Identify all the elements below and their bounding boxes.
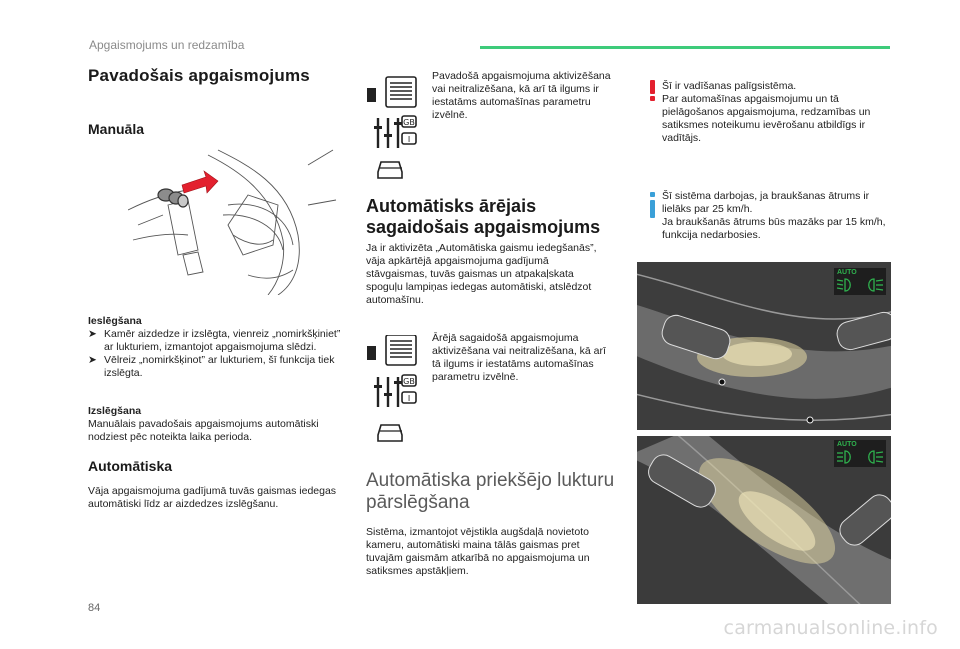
subtitle-manual: Manuāla — [88, 121, 145, 137]
illustration-high-beam — [637, 436, 891, 604]
svg-text:I: I — [407, 394, 411, 403]
exterior-lighting-text: Ja ir aktivizēta „Automātiska gaismu iedegšanās”, vāja apkārtējā apgaismojuma gadījumā stāvgaismas, tuvās gaismas un atpakaļskata spoguļu lampiņas iedegas automātiski, atslēdzot automašīnu. — [366, 242, 597, 306]
switch-on-block — [88, 315, 343, 380]
title-auto-high-beam: Automātiska priekšējo lukturu pārslēgšana — [366, 470, 615, 513]
touchscreen-icon — [367, 77, 416, 107]
illustration-oncoming-traffic — [637, 262, 891, 430]
steering-stalk-illustration — [128, 145, 338, 295]
high-beam-text: Sistēma, izmantojot vējstikla augšdaļā novietoto kameru, automātiski maina tālās gaismas pret tuvajām gaismām atkarībā no apgaismojuma un satiksmes apstākļiem. — [366, 526, 590, 577]
car-icon — [834, 310, 891, 353]
headlamp-icon — [836, 449, 884, 465]
auto-beam-indicator: AUTO — [834, 268, 886, 295]
intro-settings-text: Pavadošā apgaismojuma aktivizēšana vai neitralizēšana, kā arī tā ilgums ir iestatāms automašīnas parametru izvēlnē. — [432, 70, 611, 121]
svg-text:GB: GB — [403, 118, 415, 127]
settings-sliders-icon — [374, 375, 416, 407]
section-header: Apgaismojums un redzamība — [89, 38, 245, 52]
watermark: carmanualsonline.info — [723, 617, 938, 639]
switch-off-text: Manuālais pavadošais apgaismojums automātiski nodziest pēc noteikta laika perioda. — [88, 418, 319, 443]
settings-menu-icons-1 — [366, 72, 420, 182]
list-item: ➤︎ Vēlreiz „nomirkšķinot” ar lukturiem, šī funkcija tiek izslēgta. — [88, 354, 335, 379]
automatic-text: Vāja apgaismojuma gadījumā tuvās gaismas iedegas automātiski līdz ar aizdedzes izslēgšanu. — [88, 485, 337, 510]
svg-text:I: I — [407, 135, 411, 144]
warning-exclamation-icon — [645, 80, 661, 102]
touchscreen-icon — [367, 335, 416, 365]
settings-sliders-icon — [374, 116, 416, 148]
subtitle-automatic: Automātiska — [88, 458, 173, 474]
svg-text:GB: GB — [403, 377, 415, 386]
switch-on-heading: Ieslēgšana — [88, 315, 142, 327]
info-icon — [645, 192, 661, 218]
car-icon — [378, 425, 402, 441]
settings-menu-icons-2 — [366, 335, 420, 445]
exterior-settings-text: Ārējā sagaidošā apgaismojuma aktivizēšana vai neitralizēšana, kā arī tā ilgums ir iestatāms automašīnas parametru izvēlnē. — [432, 332, 606, 383]
title-follow-me-lighting: Pavadošais apgaismojums — [88, 66, 310, 85]
speed-info-text: Šī sistēma darbojas, ja braukšanas ātrums ir lielāks par 25 km/h. Ja braukšanās ātrums būs mazāks par 15 km/h, funkcija nedarbosies. — [662, 190, 886, 241]
page-number: 84 — [88, 602, 101, 614]
header-accent-bar — [480, 46, 890, 49]
switch-off-heading: Izslēgšana — [88, 405, 142, 417]
car-icon — [378, 162, 402, 178]
title-exterior-welcome-lighting: Automātisks ārējais sagaidošais apgaismojums — [366, 196, 601, 237]
switch-off-block — [88, 405, 348, 444]
headlamp-icon — [836, 277, 884, 293]
list-item: ➤︎ Kamēr aizdedze ir izslēgta, vienreiz „nomirkšķiniet” ar lukturiem, izmantojot apgaismojuma slēdzi. — [88, 328, 341, 353]
driver-assist-warning: Šī ir vadīšanas palīgsistēma. Par automašīnas apgaismojumu un tā pielāgošanos apgaismojuma, redzamības un satiksmes noteikumu ievērošanu atbildīgs ir vadītājs. — [662, 80, 871, 144]
auto-beam-indicator: AUTO — [834, 440, 886, 467]
